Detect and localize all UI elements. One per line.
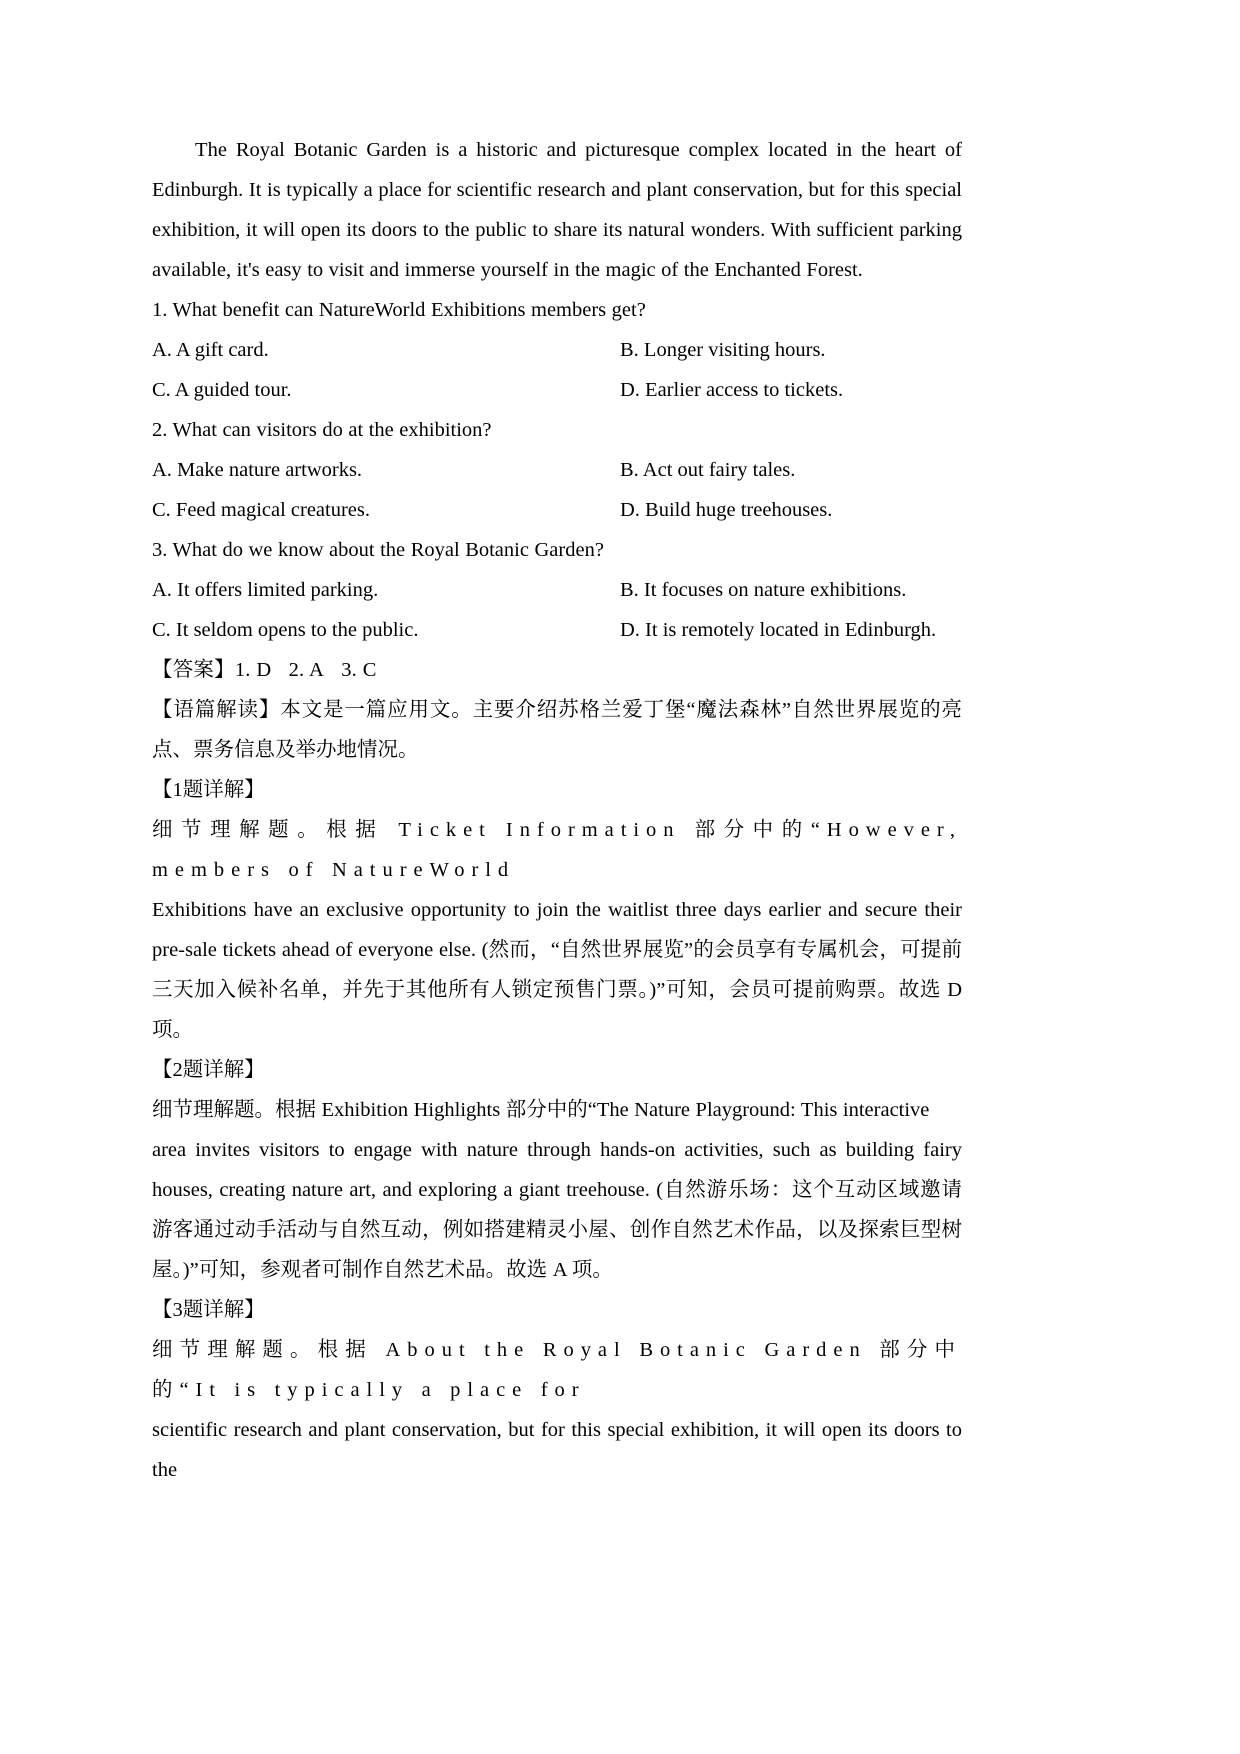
option-3-a[interactable]: A. It offers limited parking. (152, 579, 379, 601)
explanation-1-body: Exhibitions have an exclusive opportunity to join the waitlist three days earlier and secure their pre-sale tickets ahead of everyone else. (然而，“自然世界展览”的会员享有专属机会，可提前三天加入候补名单，并先于其他所有人锁定预售门票。)”可知，会员可提前购票。故选 D 项。 (152, 899, 962, 1041)
question-3-options-row-2 (152, 610, 962, 650)
option-2-d[interactable]: D. Build huge treehouses. (620, 499, 833, 521)
option-1-b[interactable]: B. Longer visiting hours. (620, 339, 826, 361)
option-1-a[interactable]: A. A gift card. (152, 339, 269, 361)
passage-analysis (152, 690, 962, 770)
option-2-c[interactable]: C. Feed magical creatures. (152, 499, 371, 521)
passage-analysis-heading: 【语篇解读】 (152, 699, 281, 721)
option-2-b[interactable]: B. Act out fairy tales. (620, 459, 796, 481)
explanation-2-heading: 【2题详解】 (152, 1059, 265, 1081)
question-1-options-row-1 (152, 330, 962, 370)
explanation-3-heading: 【3题详解】 (152, 1299, 265, 1321)
explanation-1-lead: 细节理解题。根据 Ticket Information 部分中的“However, members of NatureWorld (152, 819, 962, 881)
passage-paragraph: The Royal Botanic Garden is a historic and picturesque complex located in the heart of Edinburgh. It is typically a place for scientific research and plant conservation, but for this special exhibition, it will open its doors to the public to share its natural wonders. With sufficient parking available, it's easy to visit and immerse yourself in the magic of the Enchanted Forest. (152, 139, 962, 281)
question-2-stem: 2. What can visitors do at the exhibition? (152, 419, 492, 441)
explanation-3-lead: 细节理解题。根据 About the Royal Botanic Garden 部分中的“It is typically a place for (152, 1339, 962, 1401)
question-1-stem: 1. What benefit can NatureWorld Exhibitions members get? (152, 299, 646, 321)
question-2-options-row-1 (152, 450, 962, 490)
answer-line: 【答案】1. D 2. A 3. C (152, 659, 377, 681)
explanation-1-heading: 【1题详解】 (152, 779, 265, 801)
option-3-b[interactable]: B. It focuses on nature exhibitions. (620, 579, 907, 601)
question-1-options-row-2 (152, 370, 962, 410)
page-content (152, 130, 962, 1490)
option-3-c[interactable]: C. It seldom opens to the public. (152, 619, 419, 641)
option-2-a[interactable]: A. Make nature artworks. (152, 459, 363, 481)
explanation-2-body: area invites visitors to engage with nature through hands-on activities, such as building fairy houses, creating nature art, and exploring a giant treehouse. (自然游乐场：这个互动区域邀请游客通过动手活动与自然互动，例如搭建精灵小屋、创作自然艺术作品，以及探索巨型树屋。)”可知，参观者可制作自然艺术品。故选 A 项。 (152, 1139, 962, 1281)
question-3-stem: 3. What do we know about the Royal Botanic Garden? (152, 539, 604, 561)
explanation-3-body: scientific research and plant conservation, but for this special exhibition, it will open its doors to the (152, 1419, 962, 1481)
option-1-c[interactable]: C. A guided tour. (152, 379, 292, 401)
option-3-d[interactable]: D. It is remotely located in Edinburgh. (620, 619, 937, 641)
explanation-2-lead: 细节理解题。根据 Exhibition Highlights 部分中的“The Nature Playground: This interactive (152, 1099, 930, 1121)
option-1-d[interactable]: D. Earlier access to tickets. (620, 379, 844, 401)
passage-analysis-text: 本文是一篇应用文。主要介绍苏格兰爱丁堡“魔法森林”自然世界展览的亮点、票务信息及举办地情况。 (152, 699, 963, 761)
question-3-options-row-1 (152, 570, 962, 610)
question-2-options-row-2 (152, 490, 962, 530)
